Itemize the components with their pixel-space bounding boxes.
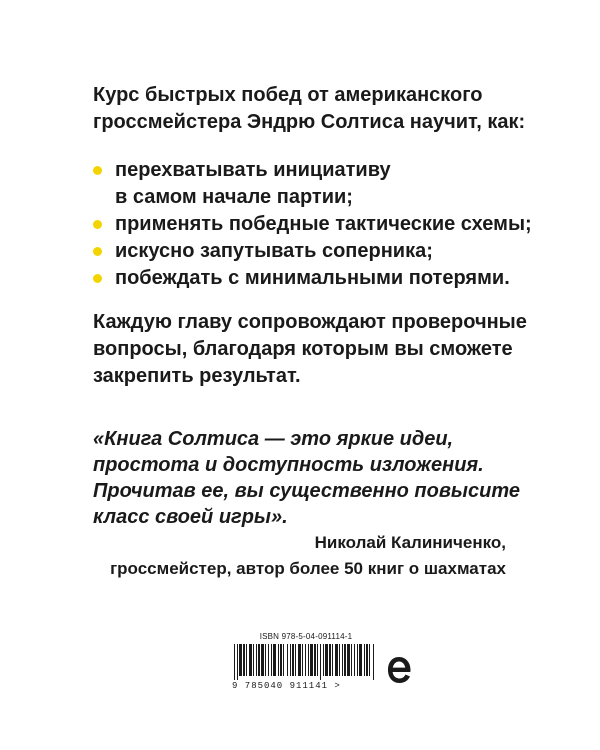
paragraph-line: закрепить результат.: [93, 365, 301, 387]
quote-line: класс своей игры».: [93, 506, 288, 528]
paragraph-line: вопросы, благодаря которым вы сможете: [93, 338, 513, 360]
quote-line: простота и доступность изложения.: [93, 454, 484, 476]
list-item: [93, 265, 563, 292]
attribution-name: Николай Калиниченко,: [314, 533, 506, 552]
barcode-digits: 9 785040 911141 >: [232, 681, 341, 691]
list-item-line: побеждать с минимальными потерями.: [115, 267, 510, 289]
isbn-text: ISBN 978-5-04-091114-1: [259, 632, 353, 641]
yellow-dot-icon: [93, 220, 102, 229]
intro-line: Курс быстрых побед от американского: [93, 84, 483, 106]
skills-list: [93, 157, 563, 292]
attribution-title: гроссмейстер, автор более 50 книг о шахматах: [110, 559, 506, 578]
yellow-dot-icon: [93, 166, 102, 175]
list-item-line: перехватывать инициативу: [115, 159, 391, 181]
quote-line: «Книга Солтиса — это яркие идеи,: [93, 428, 454, 450]
list-item: [93, 211, 563, 238]
yellow-dot-icon: [93, 274, 102, 283]
intro-line: гроссмейстера Эндрю Солтиса научит, как:: [93, 111, 526, 133]
chapters-paragraph: [93, 309, 563, 390]
list-item: [93, 238, 563, 265]
yellow-dot-icon: [93, 247, 102, 256]
quote-line: Прочитав ее, вы существенно повысите: [93, 480, 520, 502]
quote-attribution: [110, 530, 506, 582]
list-item: [93, 157, 563, 211]
barcode-icon: [232, 644, 380, 680]
list-item-line: применять победные тактические схемы;: [115, 213, 532, 235]
review-quote: [93, 426, 563, 530]
isbn-barcode-block: [232, 632, 380, 691]
paragraph-line: Каждую главу сопровождают проверочные: [93, 311, 527, 333]
list-item-line: в самом начале партии;: [115, 186, 353, 208]
intro-paragraph: [93, 82, 573, 136]
eksmo-logo-icon: [386, 655, 412, 685]
list-item-line: искусно запутывать соперника;: [115, 240, 433, 262]
